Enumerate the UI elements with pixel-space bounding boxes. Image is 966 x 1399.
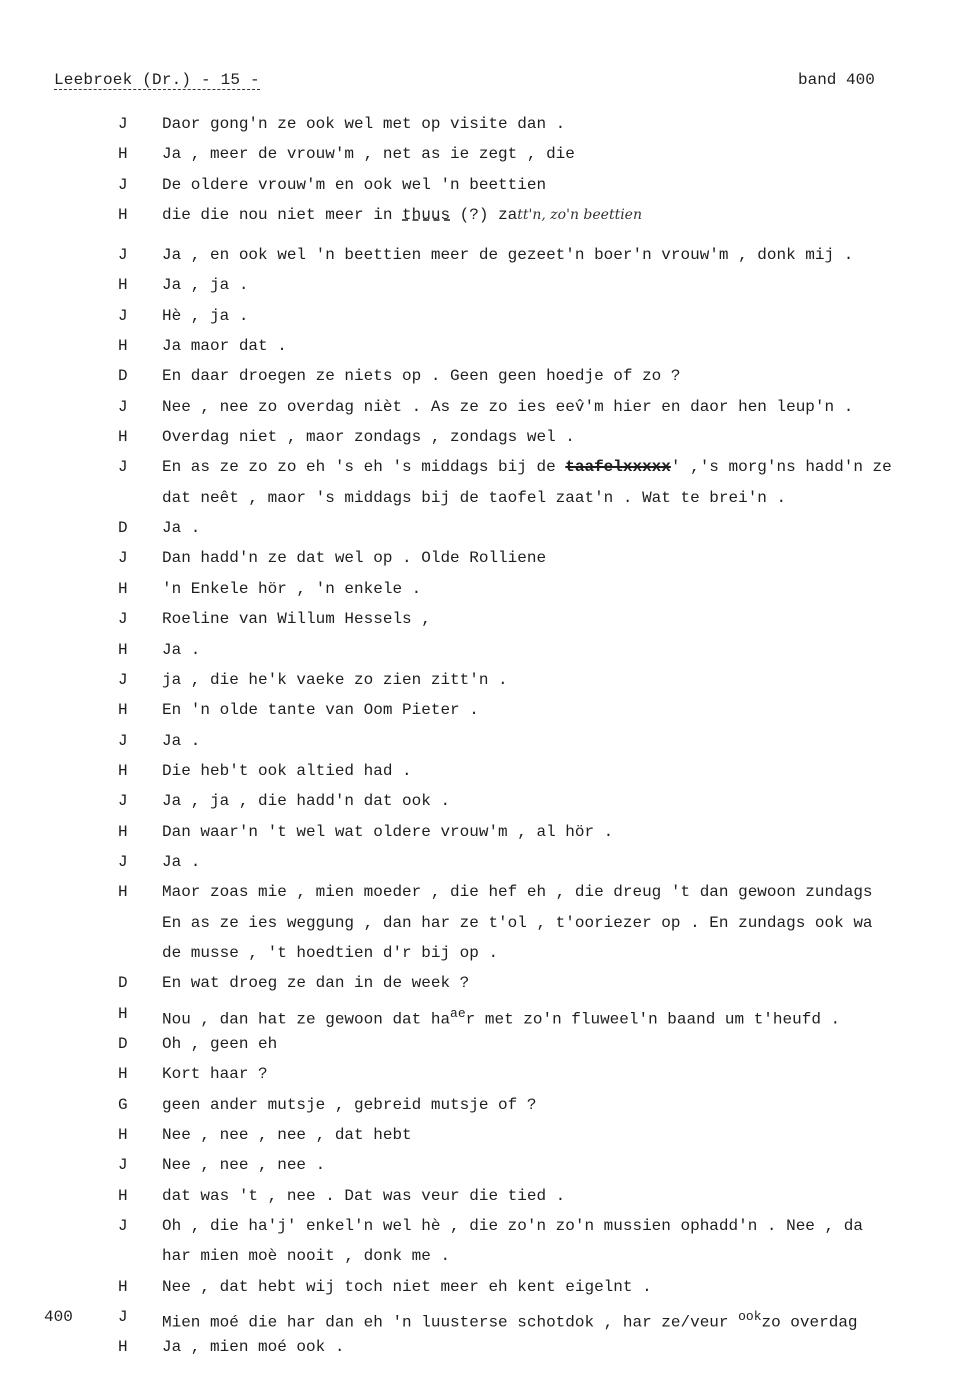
- transcript-line: [0, 142, 966, 172]
- band-label: band 400: [798, 71, 875, 89]
- utterance: geen ander mutsje , gebreid mutsje of ?: [162, 1095, 537, 1114]
- utterance: Ja , meer de vrouw'm , net as ie zegt , die: [162, 145, 575, 164]
- utterance: Hè , ja .: [162, 306, 249, 325]
- transcript-line: [0, 1275, 966, 1305]
- utterance: Dan hadd'n ze dat wel op . Olde Rolliene: [162, 549, 547, 568]
- speaker: J: [118, 1217, 128, 1236]
- speaker: H: [118, 1004, 128, 1023]
- transcript-line: [0, 1062, 966, 1092]
- speaker: J: [118, 792, 128, 811]
- utterance-part: (?) za: [450, 206, 518, 225]
- transcript-line: [0, 729, 966, 759]
- utterance: Nee , dat hebt wij toch niet meer eh kent eigelnt .: [162, 1277, 652, 1296]
- transcript-line: [0, 911, 966, 941]
- speaker: H: [118, 883, 128, 902]
- transcript-line: [0, 880, 966, 910]
- utterance: de musse , 't hoedtien d'r bij op .: [162, 943, 499, 962]
- utterance: Overdag niet , maor zondags , zondags wel .: [162, 428, 575, 447]
- transcript-line: [0, 173, 966, 203]
- utterance: 'n Enkele hör , 'n enkele .: [162, 579, 422, 598]
- transcript-line: [0, 516, 966, 546]
- underlined-word: thuus: [402, 206, 451, 225]
- speaker: J: [118, 549, 128, 568]
- utterance: Maor zoas mie , mien moeder , die hef eh , die dreug 't dan gewoon zundags: [162, 883, 873, 902]
- transcript-line: [0, 1153, 966, 1183]
- speaker: H: [118, 206, 128, 225]
- utterance: Oh , geen eh: [162, 1034, 278, 1053]
- utterance-part: r met zo'n fluweel'n baand um t'heufd .: [465, 1009, 841, 1028]
- utterance: Kort haar ?: [162, 1065, 268, 1084]
- speaker: D: [118, 519, 128, 538]
- utterance: En as ze ies weggung , dan har ze t'ol , t'ooriezer op . En zundags ook wa: [162, 913, 873, 932]
- transcript-line: [0, 304, 966, 334]
- speaker: J: [118, 115, 128, 133]
- margin-number: 400: [44, 1308, 73, 1327]
- utterance: Dan waar'n 't wel wat oldere vrouw'm , al hör .: [162, 822, 614, 841]
- speaker: H: [118, 640, 128, 659]
- transcript-line: [0, 820, 966, 850]
- utterance: Ja .: [162, 852, 201, 871]
- document-title: Leebroek (Dr.) - 15 -: [54, 71, 260, 89]
- utterance: [162, 455, 892, 479]
- utterance: En daar droegen ze niets op . Geen geen hoedje of zo ?: [162, 367, 681, 386]
- transcript-line: [0, 941, 966, 971]
- transcript-line: [0, 1002, 966, 1032]
- speaker: H: [118, 1186, 128, 1205]
- utterance: dat was 't , nee . Dat was veur die tied .: [162, 1186, 566, 1205]
- transcript-line: [0, 577, 966, 607]
- speaker: J: [118, 670, 128, 689]
- transcript-line: [0, 243, 966, 273]
- speaker: J: [118, 1308, 128, 1327]
- utterance: Ja .: [162, 640, 201, 659]
- speaker: H: [118, 1277, 128, 1296]
- transcript-line: [0, 638, 966, 668]
- speaker: H: [118, 701, 128, 720]
- utterance: Ja maor dat .: [162, 337, 287, 356]
- transcript-line: [0, 1244, 966, 1274]
- utterance: De oldere vrouw'm en ook wel 'n beettien: [162, 175, 547, 194]
- utterance: Ja .: [162, 731, 201, 750]
- utterance: Ja , mien moé ook .: [162, 1338, 345, 1357]
- utterance: Ja .: [162, 519, 201, 538]
- transcript-line: [0, 1335, 966, 1365]
- utterance: Daor gong'n ze ook wel met op visite dan .: [162, 115, 566, 133]
- utterance: Nee , nee , nee , dat hebt: [162, 1126, 412, 1144]
- speaker: J: [118, 397, 128, 416]
- transcript-line: [0, 1214, 966, 1244]
- transcript-line: [0, 273, 966, 303]
- transcript-line: [0, 607, 966, 637]
- utterance: [162, 1305, 858, 1334]
- struck-out-text: taafelxxxxx: [565, 458, 671, 477]
- speaker: J: [118, 458, 128, 477]
- transcript-line: [0, 546, 966, 576]
- speaker: D: [118, 974, 128, 993]
- transcript-line: [0, 334, 966, 364]
- transcript-line: [0, 759, 966, 789]
- handwritten-correction: tt'n, zo'n beettien: [517, 207, 642, 224]
- utterance: Nee , nee , nee .: [162, 1156, 326, 1175]
- transcript-lines: [0, 112, 966, 1366]
- utterance: [162, 203, 642, 227]
- speaker: H: [118, 337, 128, 356]
- utterance: [162, 1002, 840, 1031]
- speaker: J: [118, 175, 128, 194]
- transcript-line: [0, 425, 966, 455]
- utterance-part: die die nou niet meer in: [162, 206, 403, 225]
- transcript-line: [0, 1123, 966, 1153]
- speaker: J: [118, 731, 128, 750]
- transcript-line: [0, 668, 966, 698]
- utterance: Roeline van Willum Hessels ,: [162, 610, 431, 629]
- utterance: Ja , en ook wel 'n beettien meer de gezeet'n boer'n vrouw'm , donk mij .: [162, 246, 854, 265]
- utterance: dat neêt , maor 's middags bij de taofel zaat'n . Wat te brei'n .: [162, 488, 787, 507]
- utterance: Ja , ja .: [162, 276, 249, 295]
- transcript-line: [0, 455, 966, 485]
- utterance: har mien moè nooit , donk me .: [162, 1247, 451, 1266]
- utterance: ja , die he'k vaeke zo zien zitt'n .: [162, 670, 508, 689]
- speaker: J: [118, 1156, 128, 1175]
- speaker: D: [118, 1034, 128, 1053]
- transcript-line: [0, 1093, 966, 1123]
- transcript-line: [0, 112, 966, 142]
- speaker: H: [118, 145, 128, 164]
- handwritten-insertion: ook: [738, 1309, 762, 1325]
- utterance-part: Mien moé die har dan eh 'n luusterse schotdok , har ze/veur: [162, 1313, 739, 1332]
- transcript-line: [0, 698, 966, 728]
- utterance-part: Nou , dan hat ze gewoon dat ha: [162, 1009, 451, 1028]
- speaker: H: [118, 822, 128, 841]
- utterance: Ja , ja , die hadd'n dat ook .: [162, 792, 451, 811]
- utterance: Die heb't ook altied had .: [162, 761, 412, 780]
- speaker: H: [118, 1065, 128, 1084]
- transcript-line: [0, 486, 966, 516]
- speaker: J: [118, 610, 128, 629]
- speaker: G: [118, 1095, 128, 1114]
- speaker: H: [118, 1338, 128, 1357]
- utterance: En wat droeg ze dan in de week ?: [162, 974, 470, 993]
- speaker: H: [118, 428, 128, 447]
- utterance: Nee , nee zo overdag nièt . As ze zo ies eev̂'m hier en daor hen leup'n .: [162, 397, 854, 416]
- speaker: H: [118, 276, 128, 295]
- transcript-line: [0, 1184, 966, 1214]
- transcript-line: [0, 364, 966, 394]
- utterance: Oh , die ha'j' enkel'n wel hè , die zo'n zo'n mussien ophadd'n . Nee , da: [162, 1217, 863, 1236]
- speaker: D: [118, 367, 128, 386]
- transcript-line: [0, 203, 966, 243]
- handwritten-insertion: ae: [450, 1005, 466, 1021]
- utterance-part: En as ze zo zo eh 's eh 's middags bij de: [162, 458, 566, 477]
- transcript-line: [0, 850, 966, 880]
- speaker: H: [118, 579, 128, 598]
- speaker: J: [118, 306, 128, 325]
- utterance-part: zo overdag: [761, 1313, 858, 1332]
- transcript-line: [0, 1032, 966, 1062]
- utterance-part: ' ,'s morg'ns hadd'n ze: [670, 458, 892, 477]
- speaker: J: [118, 852, 128, 871]
- transcript-line: [0, 789, 966, 819]
- transcript-line: [0, 1305, 966, 1335]
- speaker: H: [118, 1126, 128, 1144]
- transcript-line: [0, 395, 966, 425]
- speaker: J: [118, 246, 128, 265]
- speaker: H: [118, 761, 128, 780]
- utterance: En 'n olde tante van Oom Pieter .: [162, 701, 479, 720]
- transcript-line: [0, 971, 966, 1001]
